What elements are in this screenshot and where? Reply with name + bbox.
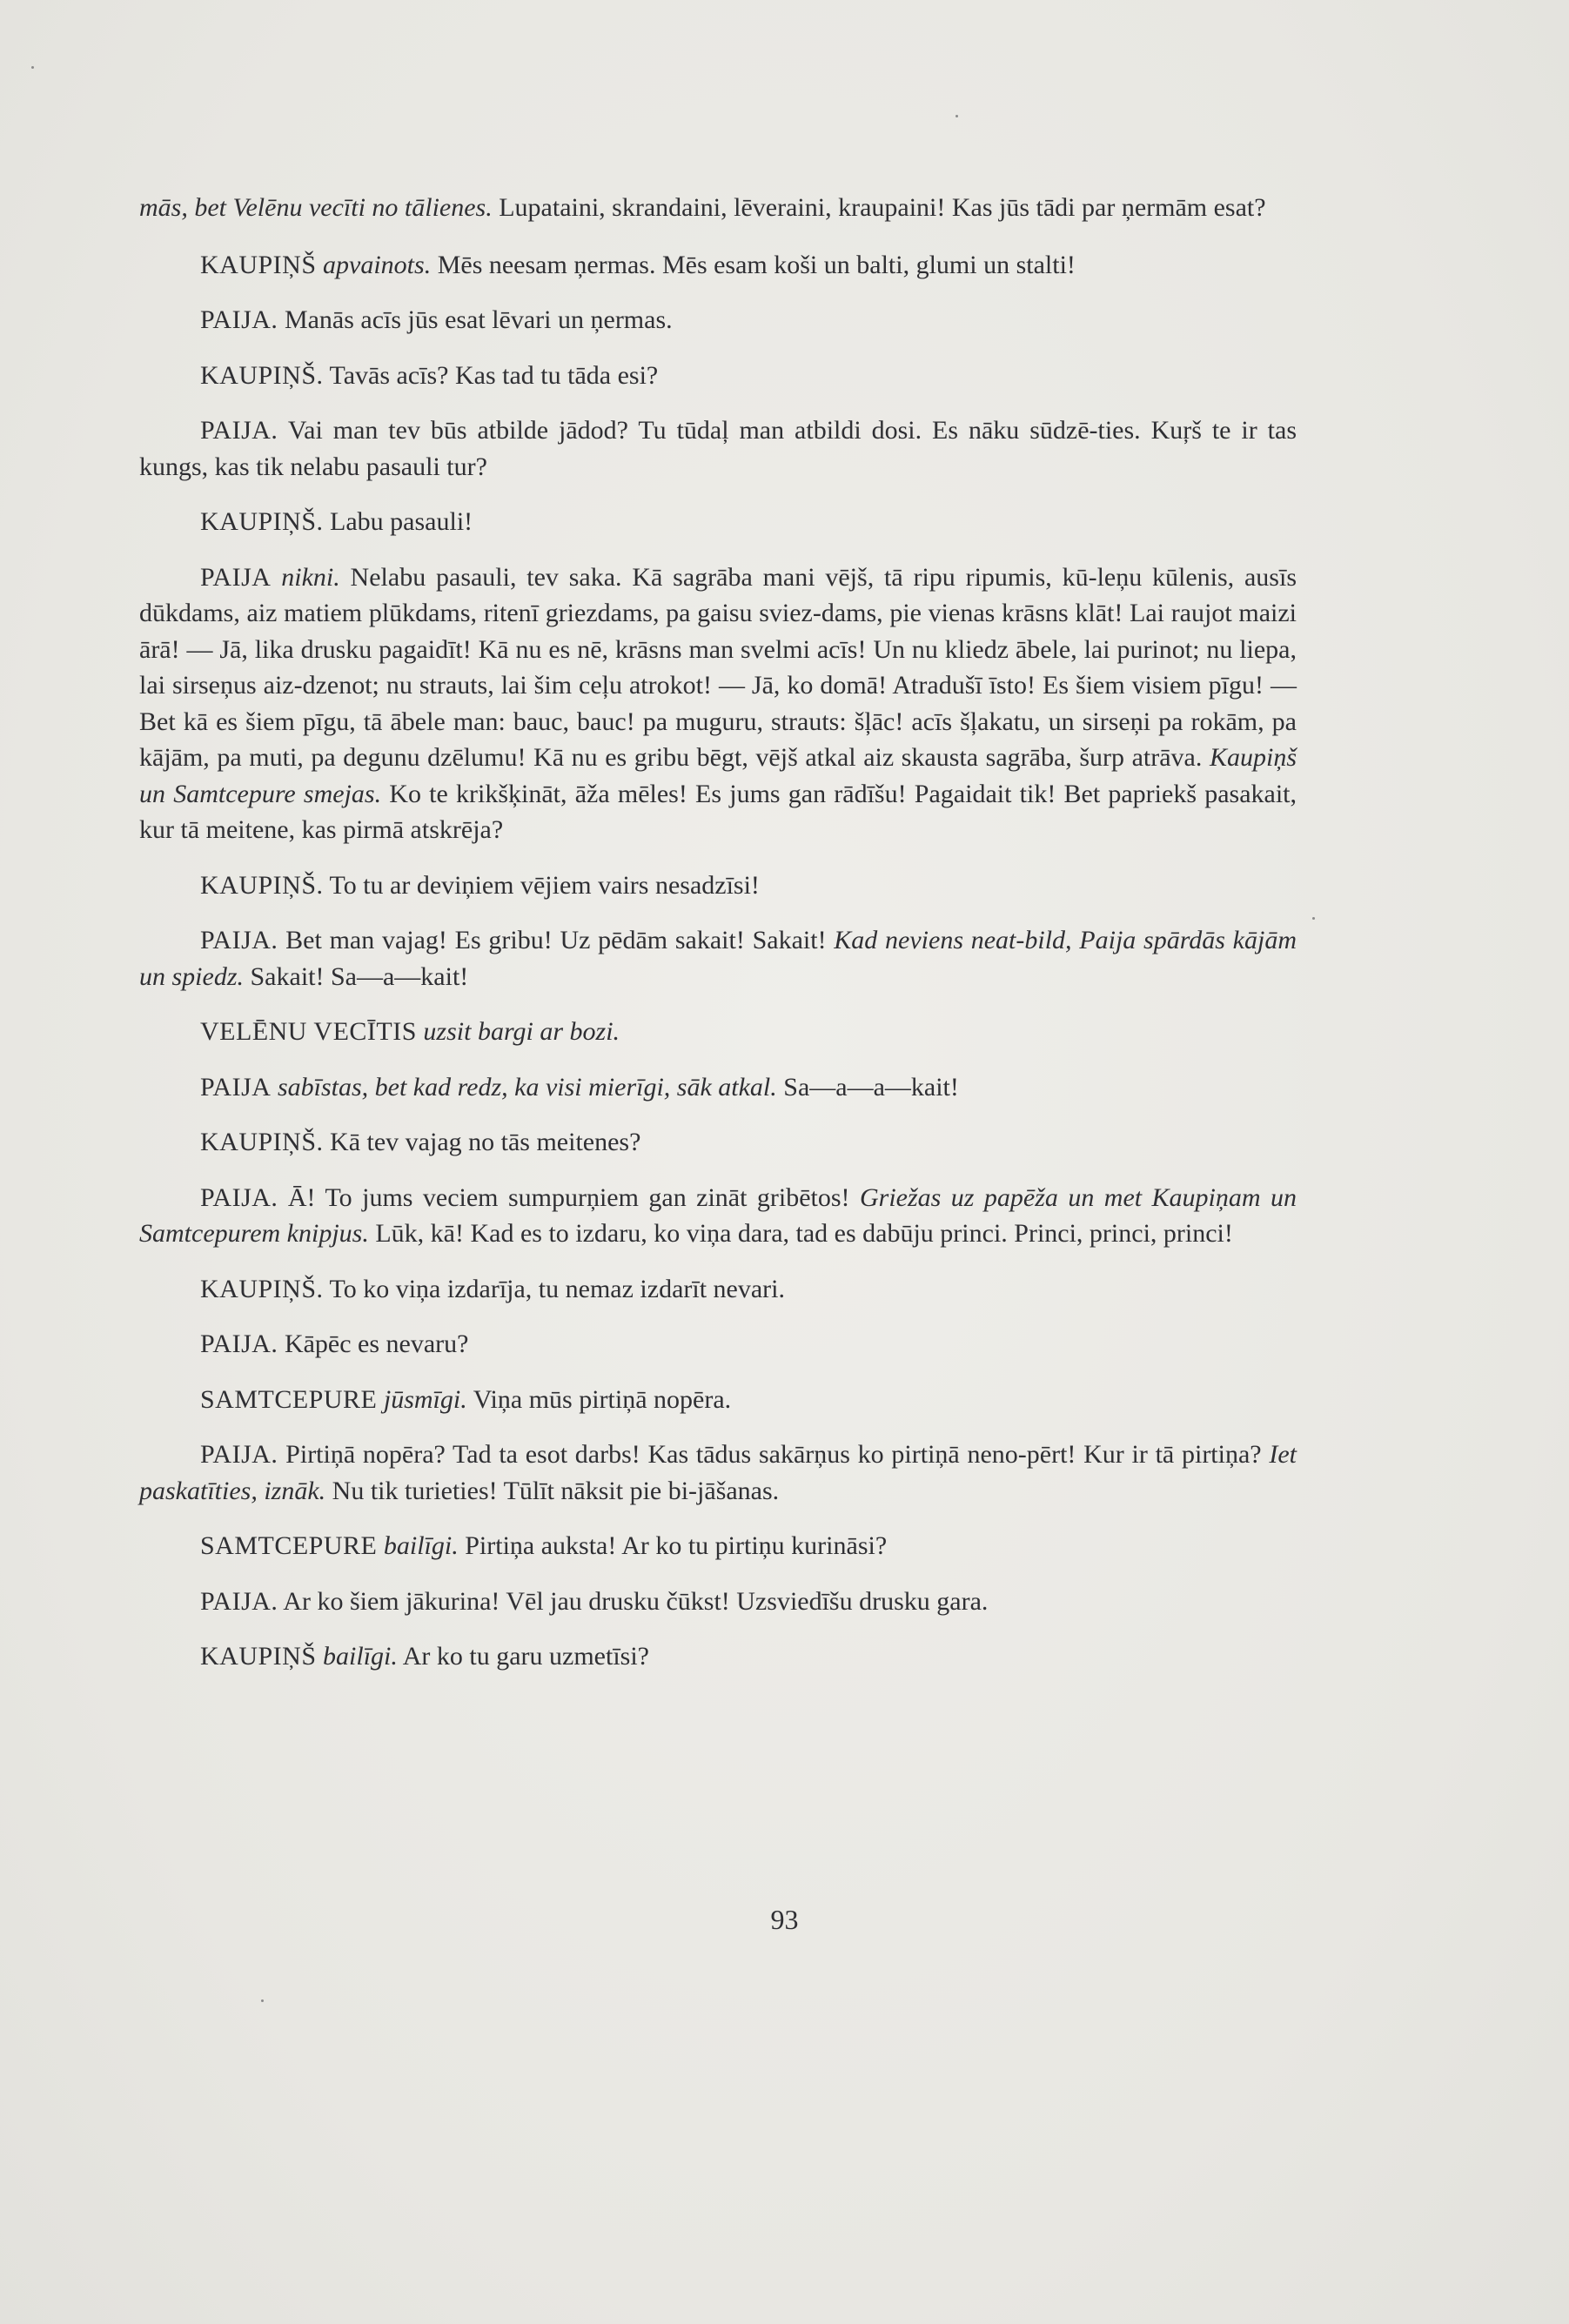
dialogue-text: To ko viņa izdarīja, tu nemaz izdarīt nevari.	[323, 1274, 786, 1303]
text-paragraph	[139, 247, 1297, 284]
speaker-name: PAIJA	[200, 1072, 272, 1102]
dialogue-text: Lupataini, skrandaini, lēveraini, kraupaini! Kas jūs tādi par ņermām esat?	[492, 193, 1266, 222]
stage-direction: bailīgi.	[323, 1642, 398, 1671]
text-paragraph	[139, 1584, 1297, 1620]
speaker-name: KAUPIŅŠ.	[200, 360, 324, 390]
paper-speck	[1312, 917, 1315, 920]
dialogue-text: Pirtiņā nopēra? Tad ta esot darbs! Kas tādus sakārņus ko pirtiņā neno-pērt! Kur ir tā pirtiņa?	[278, 1440, 1270, 1469]
dialogue-text	[271, 1073, 278, 1102]
dialogue-text	[317, 1642, 324, 1671]
stage-direction: jūsmīgi.	[383, 1384, 467, 1414]
dialogue-text: Ar ko tu garu uzmetīsi?	[397, 1642, 649, 1671]
stage-direction: bailīgi.	[383, 1531, 459, 1560]
paper-speck	[31, 66, 34, 69]
dialogue-text: Ā! To jums veciem sumpurņiem gan zināt gribētos!	[278, 1182, 860, 1212]
stage-direction: sabīstas, bet kad redz, ka visi mierīgi, sāk atkal.	[277, 1072, 777, 1102]
text-paragraph	[139, 1326, 1297, 1363]
stage-direction: Iet paskatīties, iznāk.	[139, 1440, 1297, 1505]
text-paragraph	[139, 1437, 1297, 1509]
text-paragraph	[139, 302, 1297, 338]
stage-direction: nikni.	[281, 562, 340, 592]
stage-direction: uzsit bargi ar bozi.	[423, 1017, 620, 1046]
dialogue-text: Tavās acīs? Kas tad tu tāda esi?	[323, 360, 659, 390]
dialogue-text: Pirtiņa auksta! Ar ko tu pirtiņu kurināsi?	[458, 1531, 888, 1560]
speaker-name: PAIJA.	[200, 416, 278, 445]
speaker-name: KAUPIŅŠ	[200, 250, 317, 279]
text-paragraph	[139, 358, 1297, 394]
speaker-name: PAIJA.	[200, 1586, 278, 1616]
dialogue-text: Manās acīs jūs esat lēvari un ņermas.	[278, 305, 673, 334]
text-paragraph	[139, 412, 1297, 485]
speaker-name: KAUPIŅŠ.	[200, 870, 324, 900]
stage-direction: Griežas uz papēža un met Kaupiņam un Samtcepurem knipjus.	[139, 1182, 1297, 1248]
text-paragraph	[139, 922, 1297, 995]
dialogue-text	[377, 1531, 384, 1560]
speaker-name: SAMTCEPURE	[200, 1384, 378, 1414]
speaker-name: KAUPIŅŠ.	[200, 1128, 324, 1156]
stage-direction: mās, bet Velēnu vecīti no tālienes.	[139, 193, 493, 222]
text-paragraph	[139, 867, 1297, 904]
page-text-body	[139, 190, 1297, 1694]
text-paragraph	[139, 1069, 1297, 1106]
speaker-name: PAIJA.	[200, 926, 278, 954]
speaker-name: KAUPIŅŠ	[200, 1642, 317, 1671]
dialogue-text: Nu tik turieties! Tūlīt nāksit pie bi-jāšanas.	[325, 1476, 780, 1505]
dialogue-text: Nelabu pasauli, tev saka. Kā sagrāba mani vējš, tā ripu ripumis, kū-leņu kūlenis, ausīs dūkdams, aiz matiem plūkdams, ritenī griezdams, pa gaisu sviez-dams, pie vienas krāsns klāt! Lai raujot maizi ārā! — Jā, lika drusku pagaidīt! Kā nu es nē, krāsns man svelmi acīs! Un nu kliedz ābele, lai purinot; nu liepa, lai sirseņus aiz-dzenot; nu strauts, lai šim ceļu atrokot! — Jā, ko domā! Atradušī īsto! Es šiem visiem pīgu! — Bet kā es šiem pīgu, tā ābele man: bauc, bauc! pa muguru, strauts: šļāc! acīs šļakatu, un sirseņi pa rokām, pa kājām, pa muti, pa degunu dzēlumu! Kā nu es gribu bēgt, vējš atkal aiz skausta sagrāba, šurp atrāva.	[139, 562, 1297, 772]
text-paragraph	[139, 559, 1297, 848]
paper-speck	[955, 115, 958, 117]
stage-direction: Kad neviens neat-bild, Paija spārdās kājām un spiedz.	[139, 926, 1297, 991]
dialogue-text: Kā tev vajag no tās meitenes?	[323, 1128, 641, 1156]
text-paragraph	[139, 1014, 1297, 1050]
speaker-name: SAMTCEPURE	[200, 1531, 378, 1560]
dialogue-text: Ko te krikšķināt, āža mēles! Es jums gan rādīšu! Pagaidait tik! Bet papriekš pasakait, kur tā meitene, kas pirmā atskrēja?	[139, 779, 1297, 844]
text-paragraph	[139, 1382, 1297, 1418]
dialogue-text	[317, 251, 324, 279]
dialogue-text: Sakait! Sa—a—kait!	[244, 961, 469, 991]
text-paragraph	[139, 190, 1297, 226]
dialogue-text	[377, 1385, 384, 1414]
speaker-name: PAIJA.	[200, 1329, 278, 1358]
dialogue-text	[271, 563, 281, 592]
dialogue-text: Bet man vajag! Es gribu! Uz pēdām sakait! Sakait!	[278, 926, 835, 954]
dialogue-text: Mēs neesam ņermas. Mēs esam koši un balti, glumi un stalti!	[431, 250, 1076, 279]
speaker-name: PAIJA.	[200, 305, 278, 334]
dialogue-text: Labu pasauli!	[323, 507, 473, 536]
speaker-name: PAIJA.	[200, 1182, 278, 1212]
page-number: 93	[770, 1904, 799, 1935]
dialogue-text: Ar ko šiem jākurina! Vēl jau drusku čūkst! Uzsviedīšu drusku gara.	[278, 1586, 989, 1616]
text-paragraph	[139, 1124, 1297, 1161]
text-paragraph	[139, 504, 1297, 540]
paper-speck	[261, 1999, 264, 2002]
dialogue-text: Kāpēc es nevaru?	[278, 1329, 469, 1358]
dialogue-text: Vai man tev būs atbilde jādod? Tu tūdaļ man atbildi dosi. Es nāku sūdzē-ties. Kuŗš te ir tas kungs, kas tik nelabu pasauli tur?	[139, 416, 1297, 481]
speaker-name: KAUPIŅŠ.	[200, 1274, 324, 1303]
text-paragraph	[139, 1180, 1297, 1252]
dialogue-text: Viņa mūs pirtiņā nopēra.	[466, 1384, 732, 1414]
dialogue-text: Sa—a—a—kait!	[776, 1072, 959, 1102]
text-paragraph	[139, 1528, 1297, 1564]
dialogue-text: Lūk, kā! Kad es to izdaru, ko viņa dara, tad es dabūju princi. Princi, princi, princi!	[368, 1219, 1233, 1248]
text-paragraph	[139, 1271, 1297, 1308]
speaker-name: KAUPIŅŠ.	[200, 507, 324, 536]
text-paragraph	[139, 1638, 1297, 1675]
speaker-name: VELĒNU VECĪTIS	[200, 1017, 417, 1046]
stage-direction: apvainots.	[323, 250, 432, 279]
dialogue-text: To tu ar deviņiem vējiem vairs nesadzīsi!	[323, 870, 760, 900]
speaker-name: PAIJA	[200, 562, 272, 592]
speaker-name: PAIJA.	[200, 1440, 278, 1469]
stage-direction: Kaupiņš un Samtcepure smejas.	[139, 743, 1297, 808]
